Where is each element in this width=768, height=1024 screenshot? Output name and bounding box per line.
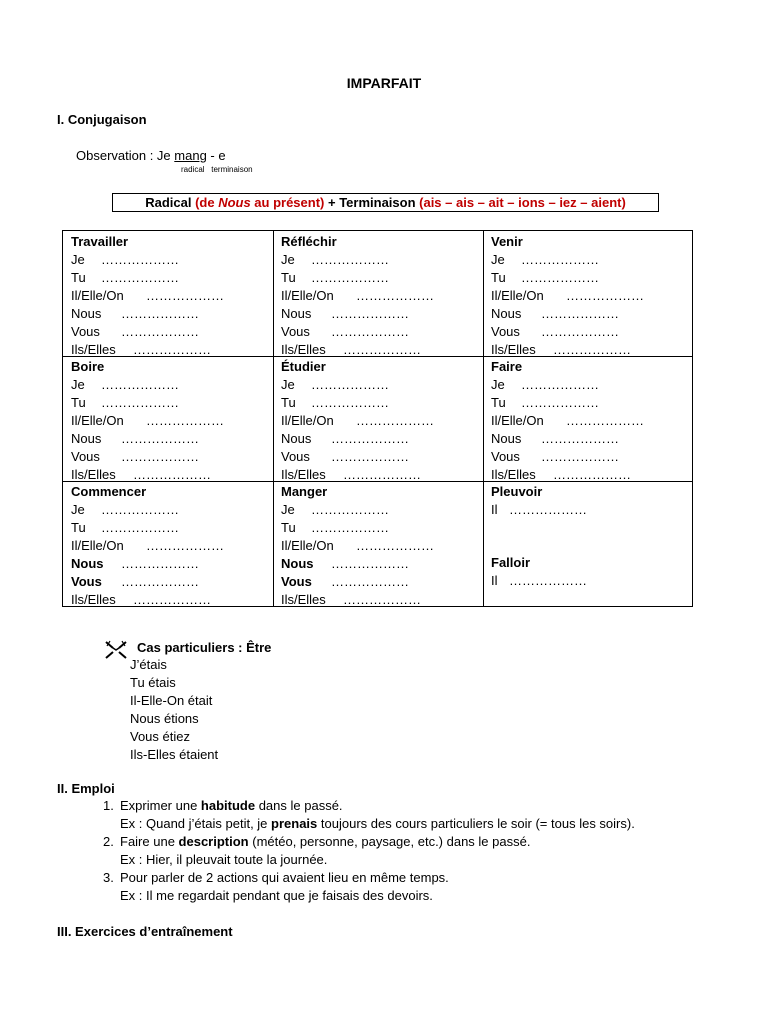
answer-blank: ……………… [311, 270, 389, 285]
conjugation-row [281, 323, 434, 341]
answer-blank: ……………… [356, 413, 434, 428]
answer-blank: ……………… [553, 467, 631, 482]
page-title: IMPARFAIT [346, 75, 422, 91]
answer-blank: ……………… [521, 395, 599, 410]
conjugation-row [491, 251, 644, 269]
conjugation-row [281, 537, 434, 555]
conjugation-row [71, 341, 224, 359]
answer-blank: ……………… [343, 467, 421, 482]
section-heading-exercices: III. Exercices d’entraînement [57, 924, 233, 939]
cas-particuliers-title: Cas particuliers : Être [137, 640, 272, 655]
conjugation-row [71, 430, 224, 448]
observation-line [76, 148, 226, 163]
observation-sublabel: radical terminaison [181, 165, 253, 174]
pronoun-label: Ils/Elles [281, 342, 326, 357]
pronoun-label: Ils/Elles [71, 342, 116, 357]
pronoun-label: Ils/Elles [281, 467, 326, 482]
answer-blank: ……………… [133, 467, 211, 482]
answer-blank: ……………… [521, 252, 599, 267]
answer-blank: ……………… [121, 324, 199, 339]
item-number: 2. [103, 834, 114, 849]
verb-title: Boire [71, 359, 105, 374]
answer-blank: ……………… [521, 377, 599, 392]
pronoun-label: Vous [71, 324, 100, 339]
pronoun-label: Ils/Elles [491, 467, 536, 482]
item-example: Ex : Hier, il pleuvait toute la journée. [120, 852, 328, 867]
section-heading-emploi: II. Emploi [57, 781, 115, 796]
conjugation-row [281, 555, 434, 573]
pronoun-label: Nous [491, 306, 522, 321]
answer-blank: ……………… [121, 449, 199, 464]
conjugation-row [491, 430, 644, 448]
conjugation-row [491, 341, 644, 359]
conjugation-row [71, 412, 224, 430]
answer-blank: ……………… [146, 413, 224, 428]
pronoun-label: Il/Elle/On [491, 288, 544, 303]
item-number: 1. [103, 798, 114, 813]
conjugation-row [71, 323, 224, 341]
pronoun-label: Tu [281, 270, 296, 285]
conjugation-row [71, 519, 224, 537]
conjugation-row [491, 305, 644, 323]
verb-title: Réfléchir [281, 234, 337, 249]
answer-blank: ……………… [331, 431, 409, 446]
item-example-keyword: prenais [271, 816, 318, 831]
pronoun-label: Je [491, 377, 505, 392]
answer-blank: ……………… [566, 413, 644, 428]
item-keyword: habitude [200, 798, 256, 813]
conjugation-row [71, 448, 224, 466]
verb-cell-falloir [491, 554, 587, 590]
answer-blank: ……………… [101, 502, 179, 517]
conjugation-row [491, 323, 644, 341]
pronoun-label: Nous [491, 431, 522, 446]
verb-cell-reflechir [281, 233, 434, 359]
verb-title: Travailler [71, 234, 129, 249]
verb-title: Venir [491, 234, 523, 249]
pronoun-label: Vous [71, 574, 102, 589]
answer-blank: ……………… [101, 520, 179, 535]
pronoun-label: Tu [71, 270, 86, 285]
verb-cell-manger [281, 483, 434, 609]
answer-blank: ……………… [101, 395, 179, 410]
rule-present: au présent) [250, 195, 325, 210]
answer-blank: ……………… [101, 252, 179, 267]
pronoun-label: Je [281, 252, 295, 267]
rule-box [112, 193, 659, 212]
answer-blank: ……………… [311, 395, 389, 410]
pronoun-label: Il/Elle/On [491, 413, 544, 428]
item-example: Ex : Il me regardait pendant que je faisais des devoirs. [120, 888, 433, 903]
pronoun-label: Il/Elle/On [71, 288, 124, 303]
conjugation-row [71, 305, 224, 323]
verb-title: Faire [491, 359, 523, 374]
item-keyword: description [178, 834, 249, 849]
conjugation-row [281, 573, 434, 591]
conjugation-row [71, 251, 224, 269]
etre-form: J’étais [130, 657, 167, 672]
conjugation-row [491, 448, 644, 466]
verb-cell-boire [71, 358, 224, 484]
answer-blank: ……………… [311, 520, 389, 535]
pronoun-label: Ils/Elles [281, 592, 326, 607]
item-text: (météo, personne, paysage, etc.) dans le passé. [248, 834, 531, 849]
answer-blank: ……………… [331, 306, 409, 321]
conjugation-row [71, 269, 224, 287]
answer-blank: ……………… [509, 573, 587, 588]
pronoun-label: Je [491, 252, 505, 267]
pronoun-label: Nous [281, 306, 312, 321]
answer-blank: ……………… [553, 342, 631, 357]
answer-blank: ……………… [521, 270, 599, 285]
answer-blank: ……………… [133, 592, 211, 607]
pronoun-label: Je [71, 252, 85, 267]
conjugation-row [491, 376, 644, 394]
answer-blank: ……………… [541, 324, 619, 339]
conjugation-row [491, 501, 587, 519]
answer-blank: ……………… [331, 556, 409, 571]
rule-radical: Radical [145, 195, 196, 210]
emploi-list [103, 797, 743, 905]
item-text: Exprimer une [120, 798, 201, 813]
conjugation-row [71, 376, 224, 394]
observation-suffix: - e [206, 148, 226, 163]
etre-form: Il-Elle-On était [130, 693, 213, 708]
answer-blank: ……………… [101, 270, 179, 285]
rule-terminaison: + Terminaison [324, 195, 420, 210]
pronoun-label: Vous [71, 449, 100, 464]
verb-title: Pleuvoir [491, 484, 543, 499]
conjugation-row [281, 341, 434, 359]
item-text: dans le passé. [255, 798, 343, 813]
answer-blank: ……………… [146, 538, 224, 553]
item-text: Pour parler de 2 actions qui avaient lieu en même temps. [120, 870, 449, 885]
emploi-item [103, 833, 743, 869]
pronoun-label: Il/Elle/On [281, 413, 334, 428]
verb-title: Falloir [491, 555, 531, 570]
pronoun-label: Il/Elle/On [281, 288, 334, 303]
answer-blank: ……………… [331, 324, 409, 339]
observation-radical: mang [174, 148, 207, 163]
pronoun-label: Nous [281, 556, 314, 571]
pronoun-label: Vous [281, 574, 312, 589]
conjugation-row [71, 537, 224, 555]
conjugation-row [281, 430, 434, 448]
pronoun-label: Je [281, 502, 295, 517]
verb-cell-faire [491, 358, 644, 484]
conjugation-row [71, 573, 224, 591]
pronoun-label: Tu [71, 395, 86, 410]
conjugation-row [281, 448, 434, 466]
conjugation-row [281, 394, 434, 412]
answer-blank: ……………… [331, 574, 409, 589]
pronoun-label: Vous [491, 324, 520, 339]
conjugation-row [491, 412, 644, 430]
pronoun-label: Nous [71, 431, 102, 446]
conjugation-table [62, 230, 693, 607]
pronoun-label: Tu [491, 270, 506, 285]
answer-blank: ……………… [331, 449, 409, 464]
pronoun-label: Tu [281, 520, 296, 535]
rule-nous: Nous [218, 195, 251, 210]
conjugation-row [71, 466, 224, 484]
conjugation-row [71, 555, 224, 573]
section-heading-conjugaison: I. Conjugaison [57, 112, 147, 127]
conjugation-row [281, 466, 434, 484]
verb-cell-etudier [281, 358, 434, 484]
conjugation-row [281, 251, 434, 269]
conjugation-row [491, 394, 644, 412]
verb-title: Commencer [71, 484, 147, 499]
item-text: Faire une [120, 834, 179, 849]
rule-endings: (ais – ais – ait – ions – iez – aient) [419, 195, 626, 210]
conjugation-row [281, 519, 434, 537]
pronoun-label: Ils/Elles [71, 592, 116, 607]
answer-blank: ……………… [356, 288, 434, 303]
conjugation-row [281, 376, 434, 394]
answer-blank: ……………… [541, 306, 619, 321]
conjugation-row [281, 287, 434, 305]
pronoun-label: Vous [491, 449, 520, 464]
answer-blank: ……………… [509, 502, 587, 517]
pronoun-label: Tu [71, 520, 86, 535]
pronoun-label: Tu [281, 395, 296, 410]
item-example: Ex : Quand j’étais petit, je [120, 816, 272, 831]
pronoun-label: Il [491, 502, 498, 517]
etre-form: Nous étions [130, 711, 199, 726]
etre-form: Ils-Elles étaient [130, 747, 219, 762]
conjugation-row [71, 287, 224, 305]
pronoun-label: Nous [71, 306, 102, 321]
answer-blank: ……………… [343, 592, 421, 607]
emploi-item [103, 869, 743, 905]
answer-blank: ……………… [311, 377, 389, 392]
answer-blank: ……………… [121, 556, 199, 571]
pronoun-label: Nous [281, 431, 312, 446]
conjugation-row [71, 394, 224, 412]
verb-cell-pleuvoir [491, 483, 587, 519]
observation-prefix: Observation : Je [76, 148, 175, 163]
pronoun-label: Ils/Elles [71, 467, 116, 482]
answer-blank: ……………… [101, 377, 179, 392]
conjugation-row [281, 305, 434, 323]
answer-blank: ……………… [541, 449, 619, 464]
etre-form: Vous étiez [130, 729, 190, 744]
verb-title: Manger [281, 484, 328, 499]
pronoun-label: Il/Elle/On [71, 538, 124, 553]
conjugation-row [281, 269, 434, 287]
answer-blank: ……………… [356, 538, 434, 553]
conjugation-row [71, 501, 224, 519]
answer-blank: ……………… [541, 431, 619, 446]
rule-de: (de [195, 195, 219, 210]
pronoun-label: Ils/Elles [491, 342, 536, 357]
pronoun-label: Je [71, 502, 85, 517]
etre-forms [130, 656, 218, 764]
pronoun-label: Je [281, 377, 295, 392]
pronoun-label: Il/Elle/On [71, 413, 124, 428]
cross-icon [103, 640, 129, 663]
emploi-item [103, 797, 743, 833]
answer-blank: ……………… [121, 306, 199, 321]
pronoun-label: Vous [281, 449, 310, 464]
answer-blank: ……………… [121, 574, 199, 589]
etre-form: Tu étais [130, 675, 176, 690]
conjugation-row [281, 591, 434, 609]
conjugation-row [491, 269, 644, 287]
pronoun-label: Tu [491, 395, 506, 410]
conjugation-row [281, 501, 434, 519]
answer-blank: ……………… [146, 288, 224, 303]
item-example: toujours des cours particuliers le soir (= tous les soirs). [317, 816, 635, 831]
answer-blank: ……………… [133, 342, 211, 357]
verb-title: Étudier [281, 359, 326, 374]
answer-blank: ……………… [311, 252, 389, 267]
pronoun-label: Il [491, 573, 498, 588]
item-number: 3. [103, 870, 114, 885]
pronoun-label: Vous [281, 324, 310, 339]
pronoun-label: Nous [71, 556, 104, 571]
answer-blank: ……………… [121, 431, 199, 446]
verb-cell-travailler [71, 233, 224, 359]
answer-blank: ……………… [566, 288, 644, 303]
answer-blank: ……………… [311, 502, 389, 517]
conjugation-row [71, 591, 224, 609]
answer-blank: ……………… [343, 342, 421, 357]
verb-cell-venir [491, 233, 644, 359]
pronoun-label: Il/Elle/On [281, 538, 334, 553]
conjugation-row [491, 572, 587, 590]
conjugation-row [491, 287, 644, 305]
verb-cell-commencer [71, 483, 224, 609]
conjugation-row [281, 412, 434, 430]
pronoun-label: Je [71, 377, 85, 392]
conjugation-row [491, 466, 644, 484]
